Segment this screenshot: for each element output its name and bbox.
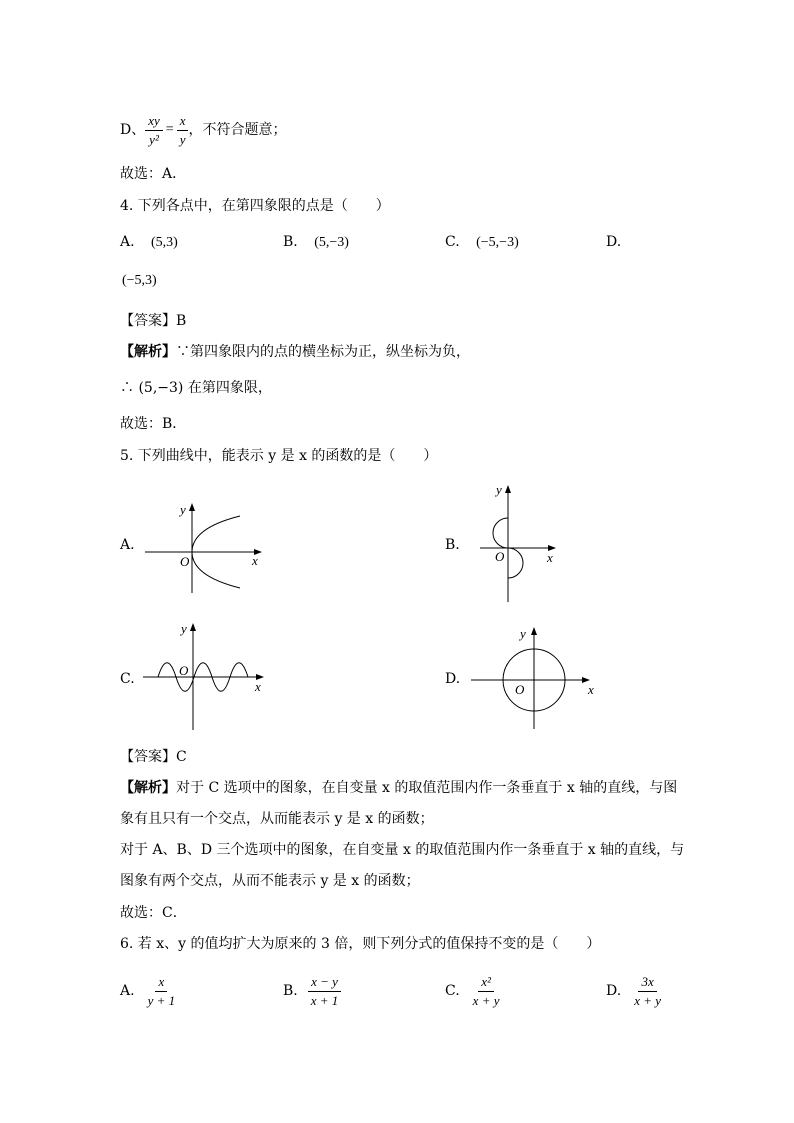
q4-option-a: A. (5,3) (120, 234, 178, 250)
q5-option-c-label: C. (120, 671, 135, 687)
q5-analysis-line-4: 图象有两个交点，从而不能表示 y 是 x 的函数； (120, 873, 420, 889)
graph-a-origin-label: O (180, 554, 190, 569)
q6-option-d-fraction: $\frac{3x}{x + y}$ (634, 973, 661, 1008)
q4-stem: 4. 下列各点中，在第四象限的点是（ ） (120, 198, 390, 214)
q6-option-d: D. $\frac{3x}{x + y}$ (606, 970, 664, 1012)
q6-option-a: A. $\frac{x}{y + 1}$ (120, 970, 178, 1012)
q5-analysis-line-3: 对于 A、B、D 三个选项中的图象，在自变量 x 的取值范围内作一条垂直于 x 轴的直线，与 (120, 842, 685, 858)
graph-b (470, 480, 590, 605)
q4-option-d-value: (−5,3) (122, 273, 157, 288)
q5-option-b-label: B. (445, 537, 460, 553)
q5-choice: 故选：C． (120, 905, 187, 921)
q6-option-c: C. $\frac{\text{x²}}{x + y}$ (445, 970, 502, 1012)
q6-option-b: B. $\frac{x - y}{x + 1}$ (283, 970, 341, 1012)
q5-analysis-line-1: 【解析】对于 C 选项中的图象，在自变量 x 的取值范围内作一条垂直于 x 轴的直线，与图 (120, 780, 678, 796)
graph-b-origin-label: O (495, 549, 505, 564)
q5-stem: 5. 下列曲线中，能表示 y 是 x 的函数的是（ ） (120, 448, 438, 464)
graph-b-y-label: y (496, 482, 502, 497)
graph-b-x-label: x (547, 550, 553, 565)
graph-d-x-label: x (588, 682, 594, 697)
graph-a-y-label: y (180, 502, 186, 517)
q5-option-a-label: A. (120, 537, 135, 553)
graph-d (468, 622, 603, 732)
q6-option-b-fraction: $\frac{x - y}{x + 1}$ (308, 975, 342, 1007)
graph-d-origin-label: O (515, 682, 525, 697)
q5-analysis-line-2: 象有且只有一个交点，从而能表示 y 是 x 的函数； (120, 811, 434, 827)
graph-a (140, 498, 270, 596)
q5-answer: 【答案】C (120, 749, 187, 765)
q4-therefore: ∴ (5,−3) 在第四象限， (120, 380, 272, 396)
q4-choice: 故选：B． (120, 416, 187, 432)
q4-option-d-label: D. (606, 234, 622, 250)
graph-c (140, 618, 270, 733)
q5-option-d-label: D. (445, 671, 461, 687)
prev-option-d-label: D、 (120, 122, 146, 138)
graph-d-y-label: y (520, 626, 526, 641)
q4-analysis: 【解析】∵第四象限内的点的横坐标为正，纵坐标为负， (120, 344, 470, 360)
graph-c-y-label: y (181, 621, 187, 636)
q4-answer: 【答案】B (120, 313, 187, 329)
prev-option-d: D、 $\frac{xy}{\text{y²}}$ = $\frac{x}{y}$ ，不符合题意； (120, 112, 287, 147)
graph-a-x-label: x (252, 553, 258, 568)
prev-fraction-right: $\frac{x}{y}$ (177, 114, 189, 146)
q6-option-c-fraction: $\frac{\text{x²}}{x + y}$ (472, 973, 500, 1008)
q6-option-a-fraction: $\frac{x}{y + 1}$ (147, 973, 176, 1008)
graph-c-x-label: x (255, 679, 261, 694)
q4-option-b: B. (5,−3) (283, 234, 349, 250)
graph-c-origin-label: O (179, 663, 189, 678)
q6-stem: 6. 若 x、y 的值均扩大为原来的 3 倍，则下列分式的值保持不变的是（ ） (120, 936, 601, 952)
prev-choice-line: 故选：A． (120, 166, 187, 182)
prev-fraction-left: $\frac{xy}{\text{y²}}$ (145, 114, 163, 146)
q4-option-c: C. (−5,−3) (445, 234, 519, 250)
